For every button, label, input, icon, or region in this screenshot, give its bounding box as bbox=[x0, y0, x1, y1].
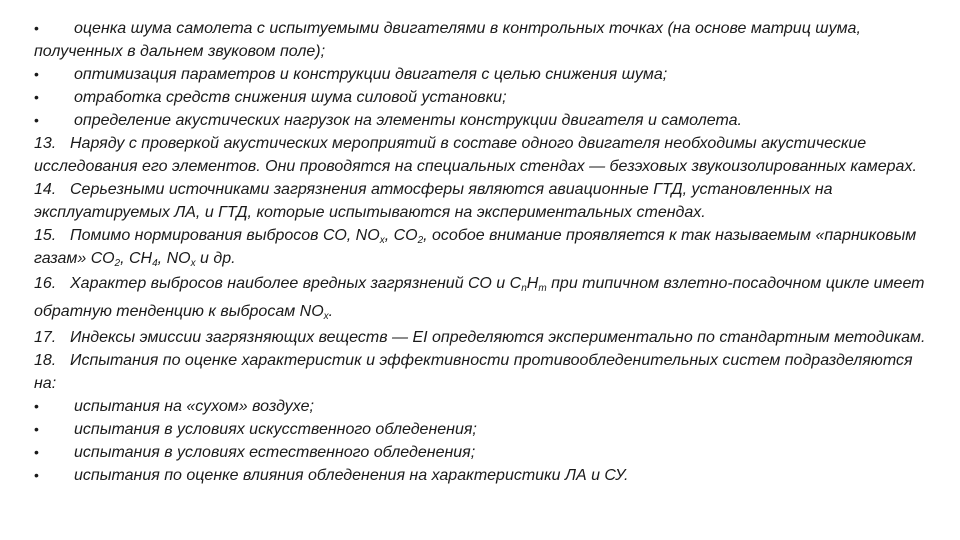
item-number: 14. bbox=[34, 181, 57, 198]
numbered-item-13 bbox=[34, 132, 934, 178]
bullet-icon: • bbox=[34, 444, 39, 460]
bullet-text: испытания на «сухом» воздухе; bbox=[74, 398, 314, 415]
item-text: при типичном взлетно-посадочном цикле имеет обратную тенденцию к выбросам NO bbox=[34, 275, 925, 320]
item-number: 17. bbox=[34, 329, 57, 346]
numbered-item-15 bbox=[34, 224, 934, 270]
item-text: Помимо нормирования выбросов СО, NO bbox=[70, 227, 380, 244]
item-text: Серьезными источниками загрязнения атмосферы являются авиационные ГТД, установленных на эксплуатируемых ЛА, и ГТД, которые испытываются на экспериментальных стендах. bbox=[34, 181, 833, 221]
bullet-item bbox=[34, 109, 934, 132]
subscript: 2 bbox=[114, 258, 121, 269]
numbered-item-16 bbox=[34, 270, 934, 326]
item-text: , CO bbox=[384, 227, 418, 244]
item-text: Испытания по оценке характеристик и эффективности противообледенительных систем подразделяются на: bbox=[34, 352, 913, 392]
bullet-icon: • bbox=[34, 66, 39, 82]
subscript: 2 bbox=[417, 235, 424, 246]
subscript: x bbox=[323, 311, 329, 322]
bullet-text: определение акустических нагрузок на элементы конструкции двигателя и самолета. bbox=[74, 112, 742, 129]
numbered-item-14 bbox=[34, 178, 934, 224]
subscript: m bbox=[538, 283, 547, 294]
bullet-text: испытания по оценке влияния обледенения на характеристики ЛА и СУ. bbox=[74, 467, 629, 484]
item-number: 13. bbox=[34, 135, 57, 152]
item-text: Индексы эмиссии загрязняющих веществ — EI определяются экспериментально по стандартным методикам. bbox=[70, 329, 926, 346]
subscript: 4 bbox=[152, 258, 158, 269]
item-text: . bbox=[328, 303, 334, 320]
bullet-item bbox=[34, 441, 934, 464]
item-number: 15. bbox=[34, 227, 57, 244]
bullet-text: отработка средств снижения шума силовой установки; bbox=[74, 89, 507, 106]
bullet-item bbox=[34, 395, 934, 418]
item-number: 16. bbox=[34, 275, 57, 292]
item-text: Наряду с проверкой акустических мероприятий в составе одного двигателя необходимы акустические исследования его элементов. Они проводятся на специальных стендах — безэховых звукоизолированных камерах. bbox=[34, 135, 917, 175]
bullet-icon: • bbox=[34, 20, 39, 36]
bullet-item bbox=[34, 63, 934, 86]
numbered-item-17 bbox=[34, 326, 934, 349]
bullet-item bbox=[34, 464, 934, 487]
bullet-icon: • bbox=[34, 398, 39, 414]
bullet-icon: • bbox=[34, 112, 39, 128]
subscript: n bbox=[521, 283, 527, 294]
numbered-item-18 bbox=[34, 349, 934, 395]
item-number: 18. bbox=[34, 352, 57, 369]
item-text: , СН bbox=[120, 250, 153, 267]
bullet-item bbox=[34, 17, 934, 63]
bullet-icon: • bbox=[34, 421, 39, 437]
subscript: x bbox=[379, 235, 385, 246]
bullet-text: оценка шума самолета с испытуемыми двигателями в контрольных точках (на основе матриц шума, полученных в дальнем звуковом поле); bbox=[34, 20, 861, 60]
bullet-text: испытания в условиях искусственного обледенения; bbox=[74, 421, 477, 438]
item-text: , NO bbox=[157, 250, 191, 267]
bullet-text: оптимизация параметров и конструкции двигателя с целью снижения шума; bbox=[74, 66, 668, 83]
bullet-item bbox=[34, 418, 934, 441]
bullet-icon: • bbox=[34, 89, 39, 105]
subscript: x bbox=[190, 258, 196, 269]
item-text: и др. bbox=[195, 250, 236, 267]
item-text: Характер выбросов наиболее вредных загрязнений СО и С bbox=[70, 275, 522, 292]
bullet-text: испытания в условиях естественного обледенения; bbox=[74, 444, 476, 461]
bullet-item bbox=[34, 86, 934, 109]
item-text: , особое внимание проявляется к так называемым «парниковым газам» СО bbox=[34, 227, 917, 267]
item-text: Н bbox=[526, 275, 539, 292]
bullet-icon: • bbox=[34, 467, 39, 483]
slide-content bbox=[34, 17, 934, 487]
